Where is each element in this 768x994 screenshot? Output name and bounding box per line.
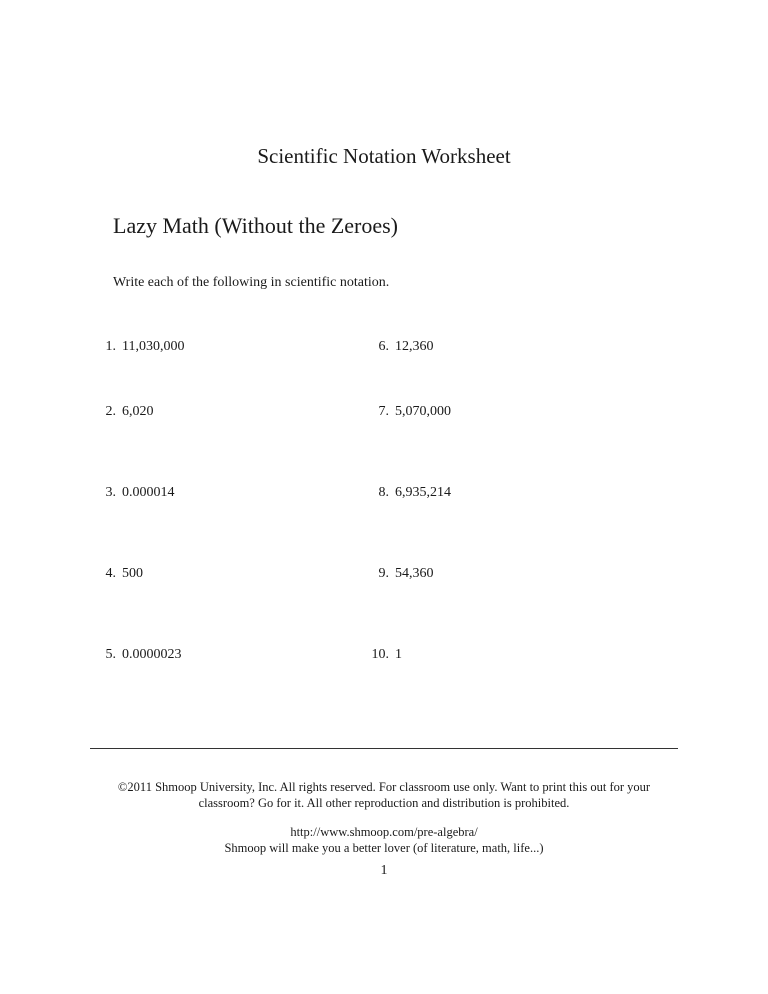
problem-number: 9. <box>378 566 389 581</box>
problem-number: 4. <box>105 566 116 581</box>
problem-value: 0.000014 <box>122 485 175 500</box>
problem-number: 10. <box>371 647 389 662</box>
footer-url[interactable]: http://www.shmoop.com/pre-algebra/ <box>290 825 478 839</box>
problem-item <box>363 565 434 583</box>
problem-value: 54,360 <box>395 566 434 581</box>
problem-item <box>90 403 154 421</box>
problem-item <box>90 646 182 664</box>
problem-value: 5,070,000 <box>395 404 451 419</box>
problem-value: 12,360 <box>395 339 434 354</box>
problem-number: 1. <box>105 339 116 354</box>
problem-number: 8. <box>378 485 389 500</box>
copyright-line-1: ©2011 Shmoop University, Inc. All rights reserved. For classroom use only. Want to print this out for your <box>117 780 651 794</box>
copyright-notice <box>80 779 688 811</box>
footer-tagline: Shmoop will make you a better lover (of literature, math, life...) <box>224 841 544 855</box>
problem-value: 11,030,000 <box>122 339 185 354</box>
instructions-text: Write each of the following in scientific notation. <box>113 275 390 290</box>
footer-links <box>80 824 688 856</box>
problem-item <box>363 484 451 502</box>
footer-divider <box>90 748 678 749</box>
page-number: 1 <box>380 863 388 878</box>
problem-item <box>90 484 175 502</box>
problem-item <box>363 338 434 356</box>
worksheet-title: Scientific Notation Worksheet <box>257 144 511 168</box>
problem-item <box>363 403 451 421</box>
problem-value: 1 <box>395 647 402 662</box>
problem-number: 2. <box>105 404 116 419</box>
problem-value: 0.0000023 <box>122 647 182 662</box>
problem-value: 6,020 <box>122 404 154 419</box>
problem-item <box>90 565 143 583</box>
problem-number: 6. <box>378 339 389 354</box>
problem-item <box>90 338 184 356</box>
problem-number: 7. <box>378 404 389 419</box>
copyright-line-2: classroom? Go for it. All other reproduction and distribution is prohibited. <box>198 796 570 810</box>
section-title: Lazy Math (Without the Zeroes) <box>113 213 399 238</box>
problem-number: 3. <box>105 485 116 500</box>
problem-number: 5. <box>105 647 116 662</box>
problem-value: 500 <box>122 566 143 581</box>
problem-item <box>363 646 402 664</box>
problem-value: 6,935,214 <box>395 485 451 500</box>
